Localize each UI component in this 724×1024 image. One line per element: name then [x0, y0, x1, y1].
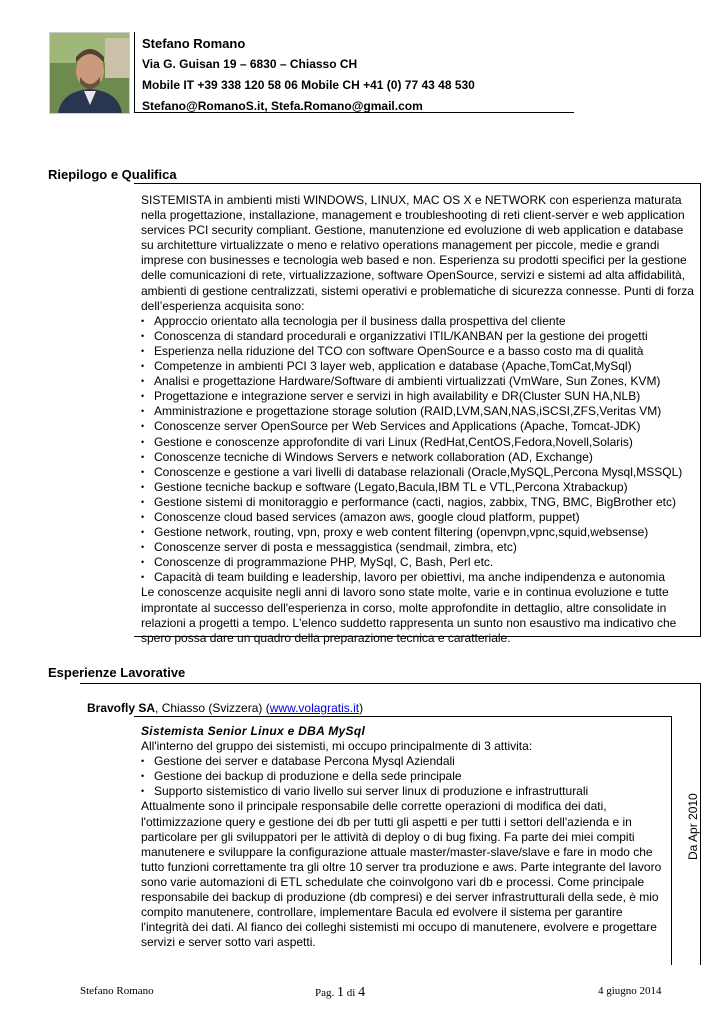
list-item: • Conoscenze tecniche di Windows Servers e network collaboration (AD, Exchange) — [141, 450, 696, 465]
list-item: • Gestione tecniche backup e software (Legato,Bacula,IBM TL e VTL,Percona Xtrabackup) — [141, 480, 696, 495]
list-item: • Gestione sistemi di monitoraggio e performance (cacti, nagios, zabbix, TNG, BMC, BigBrother etc) — [141, 495, 696, 510]
list-item: • Analisi e progettazione Hardware/Software di ambienti virtualizzati (VmWare, Sun Zones, KVM) — [141, 374, 696, 389]
list-item: • Progettazione e integrazione server e servizi in high availability e DR(Cluster SUN HA,NLB) — [141, 389, 696, 404]
summary-points-list — [141, 314, 696, 586]
company-location: , Chiasso (Svizzera) ( — [155, 701, 270, 715]
company-name: Bravofly SA — [87, 701, 156, 715]
job-description: Attualmente sono il principale responsabile delle corrette operazioni di modifica dei dati, l'ottimizzazione query e gestione dei db per tutti gli aspetti e per tutti i settori dell'azienda e in particolare per gli sviluppatori per le attività di deploy o di bug fixing. Fa parte dei miei compiti manutenere e sviluppare la configurazione attuale master/master-slave/slave e fare in modo che tutto funzioni correttamente tra gli oltre 10 server tra produzione e aws. Parte integrante del lavoro sono varie automazioni di ETL schedulate che coinvolgono vari db e processi. Come principale responsabile dei backup di produzione (db compresi) e dei server infrastrutturali della sede, è mio compito manutenere, controllare, implementare Bacula ed evolvere il sistema per garantire l'integrità dei dati. Al fianco dei colleghi sistemisti mi occupo di manutenere, evolvere e progettare servizi e server sotto vari aspetti. — [141, 799, 662, 950]
list-item: • Conoscenze di programmazione PHP, MySql, C, Bash, Perl etc. — [141, 555, 696, 570]
experience-section-title: Esperienze Lavorative — [48, 665, 186, 680]
list-item: • Esperienza nella riduzione del TCO con software OpenSource e a basso costo ma di qualità — [141, 344, 696, 359]
job-date-label: Da Apr 2010 — [686, 793, 700, 860]
list-item: • Approccio orientato alla tecnologia per il business dalla prospettiva del cliente — [141, 314, 696, 329]
list-item: • Supporto sistemistico di vario livello sui server linux di produzione e infrastrutturali — [141, 784, 671, 799]
phone-numbers: Mobile IT +39 338 120 58 06 Mobile CH +41 (0) 77 43 48 530 — [142, 78, 475, 92]
list-item: • Capacità di team building e leadership, lavoro per obiettivi, ma anche indipendenza e autonomia — [141, 570, 696, 585]
footer-page-total: 4 — [358, 985, 366, 1000]
list-item: • Gestione dei backup di produzione e della sede principale — [141, 769, 671, 784]
job-points-list — [141, 754, 671, 799]
job-role: Sistemista Senior Linux e DBA MySql — [141, 724, 366, 738]
job-date — [684, 793, 704, 880]
header-divider-vertical — [134, 32, 135, 113]
list-item: • Gestione dei server e database Percona Mysql Aziendali — [141, 754, 671, 769]
summary-content — [141, 193, 696, 646]
footer-date: 4 giugno 2014 — [598, 985, 662, 997]
address: Via G. Guisan 19 – 6830 – Chiasso CH — [142, 57, 358, 71]
job-intro: All'interno del gruppo dei sistemisti, mi occupo principalmente di 3 attivita: — [141, 739, 533, 754]
company-paren-close: ) — [359, 701, 364, 715]
list-item: • Conoscenza di standard procedurali e organizzativi ITIL/KANBAN per la gestione dei progetti — [141, 329, 696, 344]
summary-intro: SISTEMISTA in ambienti misti WINDOWS, LINUX, MAC OS X e NETWORK con esperienza maturata nella progettazione, installazione, management e troubleshooting di reti client-server e web application services PCI security compliant. Gestione, manutenzione ed evoluzione di web application e database su architetture virtualizzate o meno e relativo operations management per piccole, medie e grandi imprese con businesses e tecnologia web based e non. Esperienza su prodotti specifici per la gestione delle comunicazioni di rete, virtualizzazione, software OpenSource, servizi e sistemi ad alta affidabilità, ambienti di gestione centralizzati, sistemi operativi e problematiche di sicurezza connesse. Punti di forza dell’esperienza acquisita sono: — [141, 193, 694, 313]
profile-photo-image — [50, 33, 129, 113]
footer-page-label: Pag. — [315, 987, 335, 999]
list-item: • Conoscenze server di posta e messaggistica (sendmail, zimbra, etc) — [141, 540, 696, 555]
list-item: • Gestione network, routing, vpn, proxy e web content filtering (openvpn,vpnc,squid,websense) — [141, 525, 696, 540]
summary-outro: Le conoscenze acquisite negli anni di lavoro sono state molte, varie e in continua evoluzione e tutte improntate al successo dell'esperienza in corso, molte approfondite in dettaglio, altre consolidate in relazioni a progetti a tempo. L'elenco suddetto rappresenta un sunto non esaustivo ma indicativo che spero possa dare un quadro della preparazione tecnica e caratteriale. — [141, 585, 677, 645]
list-item: • Gestione e conoscenze approfondite di vari Linux (RedHat,CentOS,Fedora,Novell,Solaris) — [141, 435, 696, 450]
footer-author: Stefano Romano — [80, 985, 154, 997]
footer-page-current: 1 — [337, 985, 344, 1000]
list-item: • Conoscenze server OpenSource per Web Services and Applications (Apache, Tomcat-JDK) — [141, 419, 696, 434]
email-addresses: Stefano@RomanoS.it, Stefa.Romano@gmail.com — [142, 99, 423, 113]
list-item: • Conoscenze cloud based services (amazon aws, google cloud platform, puppet) — [141, 510, 696, 525]
person-name: Stefano Romano — [142, 36, 246, 51]
company-line — [87, 701, 363, 715]
list-item: • Conoscenze e gestione a vari livelli di database relazionali (Oracle,MySQL,Percona Mysql,MSSQL) — [141, 465, 696, 480]
summary-section-title: Riepilogo e Qualifica — [48, 167, 177, 182]
profile-photo — [49, 32, 130, 114]
job-content — [141, 724, 671, 950]
list-item: • Amministrazione e progettazione storage solution (RAID,LVM,SAN,NAS,iSCSI,ZFS,Veritas VM) — [141, 404, 696, 419]
footer-page-number — [315, 985, 365, 1001]
footer-page-of: di — [346, 987, 356, 999]
list-item: • Competenze in ambienti PCI 3 layer web, application e database (Apache,TomCat,MySql) — [141, 359, 696, 374]
contact-header — [142, 33, 475, 117]
company-website-link[interactable]: www.volagratis.it — [269, 701, 360, 715]
